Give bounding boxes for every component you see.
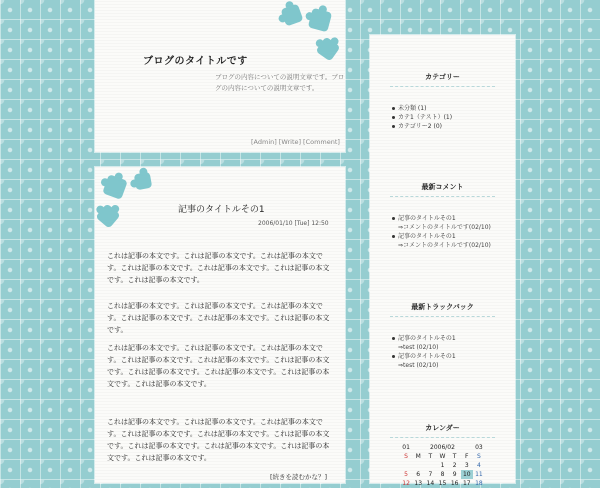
- calendar-heading: カレンダー: [425, 424, 460, 432]
- comment-post-link[interactable]: 記事のタイトルその1: [392, 214, 491, 223]
- calendar-day: 18: [475, 480, 483, 487]
- calendar-day: 1: [440, 462, 445, 469]
- calendar-day: 15: [438, 480, 447, 487]
- puzzle-piece-decoration: [308, 8, 332, 32]
- calendar-day: 16: [450, 480, 459, 487]
- recent-trackbacks-list: [392, 334, 456, 370]
- calendar-day: 8: [440, 471, 445, 478]
- trackback-link[interactable]: ⇒test (02/10): [398, 344, 439, 351]
- calendar-day: 6: [416, 471, 421, 478]
- comment-post-link[interactable]: 記事のタイトルその1: [392, 232, 491, 241]
- calendar-day: 5: [404, 471, 408, 478]
- sidebar-panel: [370, 35, 515, 483]
- categories-heading: カテゴリー: [425, 73, 460, 81]
- puzzle-piece-decoration: [315, 36, 340, 61]
- calendar-weekday-row: [400, 452, 485, 461]
- recent-trackbacks-heading: 最新トラックバック: [411, 303, 474, 311]
- calendar-prev-link[interactable]: 01: [402, 444, 410, 451]
- calendar-day: 7: [428, 471, 433, 478]
- calendar-day: 9: [452, 471, 457, 478]
- write-link[interactable]: [Write]: [278, 138, 302, 146]
- calendar-day: 11: [475, 471, 483, 478]
- recent-comments-heading: 最新コメント: [421, 183, 464, 191]
- read-more-link[interactable]: [続きを読むかな？]: [270, 473, 328, 481]
- weekday-label: M: [415, 453, 421, 460]
- comment-link[interactable]: [Comment]: [303, 138, 340, 146]
- calendar-week: [400, 479, 485, 488]
- calendar-day: 12: [402, 480, 410, 487]
- calendar-day-today[interactable]: 10: [461, 470, 473, 479]
- calendar-week: [400, 461, 485, 470]
- trackback-link[interactable]: ⇒test (02/10): [398, 362, 439, 369]
- calendar-nav-row: [400, 443, 485, 452]
- calendar-day: 14: [426, 480, 435, 487]
- puzzle-piece-decoration: [280, 3, 303, 26]
- calendar-day: 4: [477, 462, 481, 469]
- trackback-post-link[interactable]: 記事のタイトルその1: [392, 334, 456, 343]
- divider: [390, 437, 495, 438]
- post-date: 2006/01/10 [Tue] 12:50: [258, 220, 329, 227]
- admin-link[interactable]: [Admin]: [251, 138, 277, 146]
- weekday-label: F: [465, 453, 469, 460]
- weekday-label: S: [477, 453, 481, 460]
- post-paragraph: これは記事の本文です。これは記事の本文です。これは記事の本文です。これは記事の本文です。これは記事の本文です。これは記事の本文です。これは記事の本文です。これは記事の本文です。これは記事の本文です。これは記事の本文です。: [107, 418, 330, 462]
- post-paragraph: これは記事の本文です。これは記事の本文です。これは記事の本文です。これは記事の本文です。これは記事の本文です。これは記事の本文です。: [107, 302, 330, 334]
- calendar-month: 2006/02: [430, 444, 455, 451]
- calendar-day: [412, 461, 424, 470]
- comment-link[interactable]: ⇒コメントのタイトルです(02/10): [398, 224, 491, 231]
- calendar-week: [400, 470, 485, 479]
- calendar-next-link[interactable]: 03: [475, 444, 483, 451]
- blog-title[interactable]: ブログのタイトルです: [143, 56, 248, 67]
- calendar-day: [400, 461, 412, 470]
- weekday-label: T: [428, 453, 433, 460]
- weekday-label: W: [439, 453, 446, 460]
- calendar-day: [424, 461, 436, 470]
- comment-link[interactable]: ⇒コメントのタイトルです(02/10): [398, 242, 491, 249]
- recent-comments-list: [392, 214, 491, 250]
- puzzle-piece-decoration: [134, 172, 153, 191]
- blog-description: ブログの内容についての説明文章です。ブログの内容についての説明文章です。: [215, 73, 345, 92]
- puzzle-piece-decoration: [95, 203, 120, 228]
- category-item[interactable]: カテ1（テスト）(1): [392, 113, 452, 122]
- calendar: [400, 443, 485, 488]
- puzzle-piece-decoration: [102, 174, 128, 200]
- calendar-table: [400, 443, 485, 488]
- calendar-day: 13: [414, 480, 423, 487]
- divider: [390, 196, 495, 197]
- weekday-label: S: [404, 453, 408, 460]
- calendar-day: 2: [452, 462, 457, 469]
- post-paragraph: これは記事の本文です。これは記事の本文です。これは記事の本文です。これは記事の本文です。これは記事の本文です。これは記事の本文です。これは記事の本文です。これは記事の本文です。これは記事の本文です。これは記事の本文です。: [107, 344, 330, 388]
- header-links: [250, 138, 341, 146]
- weekday-label: T: [452, 453, 457, 460]
- divider: [390, 316, 495, 317]
- post-title[interactable]: 記事のタイトルその1: [178, 205, 265, 215]
- category-item[interactable]: カテゴリー2 (0): [392, 122, 452, 131]
- trackback-post-link[interactable]: 記事のタイトルその1: [392, 352, 456, 361]
- post-paragraph: これは記事の本文です。これは記事の本文です。これは記事の本文です。これは記事の本文です。これは記事の本文です。これは記事の本文です。これは記事の本文です。: [107, 252, 330, 284]
- category-item[interactable]: 未分類 (1): [392, 104, 452, 113]
- calendar-day: 3: [464, 462, 469, 469]
- categories-list: [392, 104, 452, 131]
- calendar-day: 17: [462, 480, 471, 487]
- divider: [390, 86, 495, 87]
